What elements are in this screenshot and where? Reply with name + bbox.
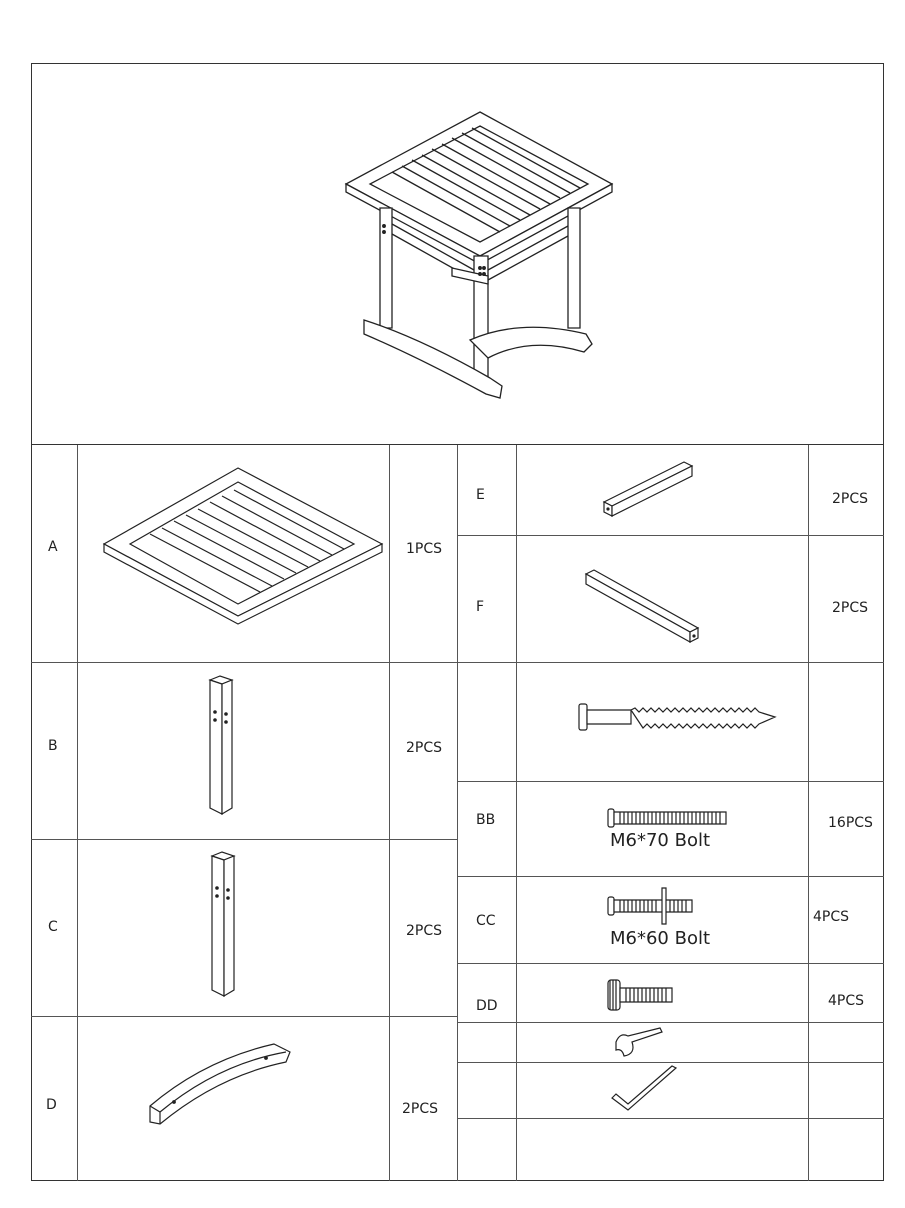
part-qty-a: 1PCS — [406, 541, 443, 557]
part-qty-bb: 16PCS — [828, 815, 873, 831]
grid-line — [457, 1118, 884, 1119]
bolt-icon — [606, 808, 728, 828]
bolt-caption-bb: M6*70 Bolt — [610, 830, 711, 851]
part-qty-f: 2PCS — [832, 600, 869, 616]
short-bolt-icon — [606, 978, 674, 1012]
part-label-f: F — [476, 599, 485, 615]
grid-line — [31, 1016, 457, 1017]
grid-line — [516, 445, 517, 1181]
grid-line — [457, 781, 884, 782]
table-top-panel-icon — [100, 464, 385, 624]
bolt-caption-cc: M6*60 Bolt — [610, 928, 711, 949]
part-label-dd: DD — [476, 998, 498, 1014]
wood-screw-icon — [577, 700, 783, 734]
allen-key-icon — [608, 1064, 680, 1116]
part-label-cc: CC — [476, 913, 496, 929]
grid-line — [808, 445, 809, 1181]
grid-line — [389, 445, 390, 1181]
grid-line — [31, 662, 457, 663]
part-label-a: A — [48, 539, 58, 555]
short-rail-icon — [598, 454, 698, 524]
part-qty-d: 2PCS — [402, 1101, 439, 1117]
leg-post-icon — [206, 850, 242, 998]
part-qty-c: 2PCS — [406, 923, 443, 939]
grid-line — [77, 445, 78, 1181]
assembled-table-icon — [340, 108, 620, 408]
curved-foot-icon — [144, 1040, 294, 1132]
part-qty-dd: 4PCS — [828, 993, 865, 1009]
leg-post-icon — [204, 674, 240, 816]
part-label-d: D — [46, 1097, 57, 1113]
part-qty-cc: 4PCS — [813, 909, 850, 925]
grid-line — [457, 1062, 884, 1063]
grid-line — [457, 963, 884, 964]
bolt-with-washer-icon — [606, 886, 696, 926]
part-label-bb: BB — [476, 812, 496, 828]
grid-line — [457, 445, 458, 1181]
part-qty-e: 2PCS — [832, 491, 869, 507]
grid-line — [457, 535, 884, 536]
part-label-c: C — [48, 919, 58, 935]
part-label-b: B — [48, 738, 58, 754]
grid-line — [457, 876, 884, 877]
part-label-e: E — [476, 487, 485, 503]
grid-line — [31, 839, 457, 840]
t-wrench-icon — [610, 1026, 666, 1060]
long-rail-icon — [580, 566, 702, 648]
grid-line — [457, 662, 884, 663]
grid-line — [457, 1022, 884, 1023]
part-qty-b: 2PCS — [406, 740, 443, 756]
